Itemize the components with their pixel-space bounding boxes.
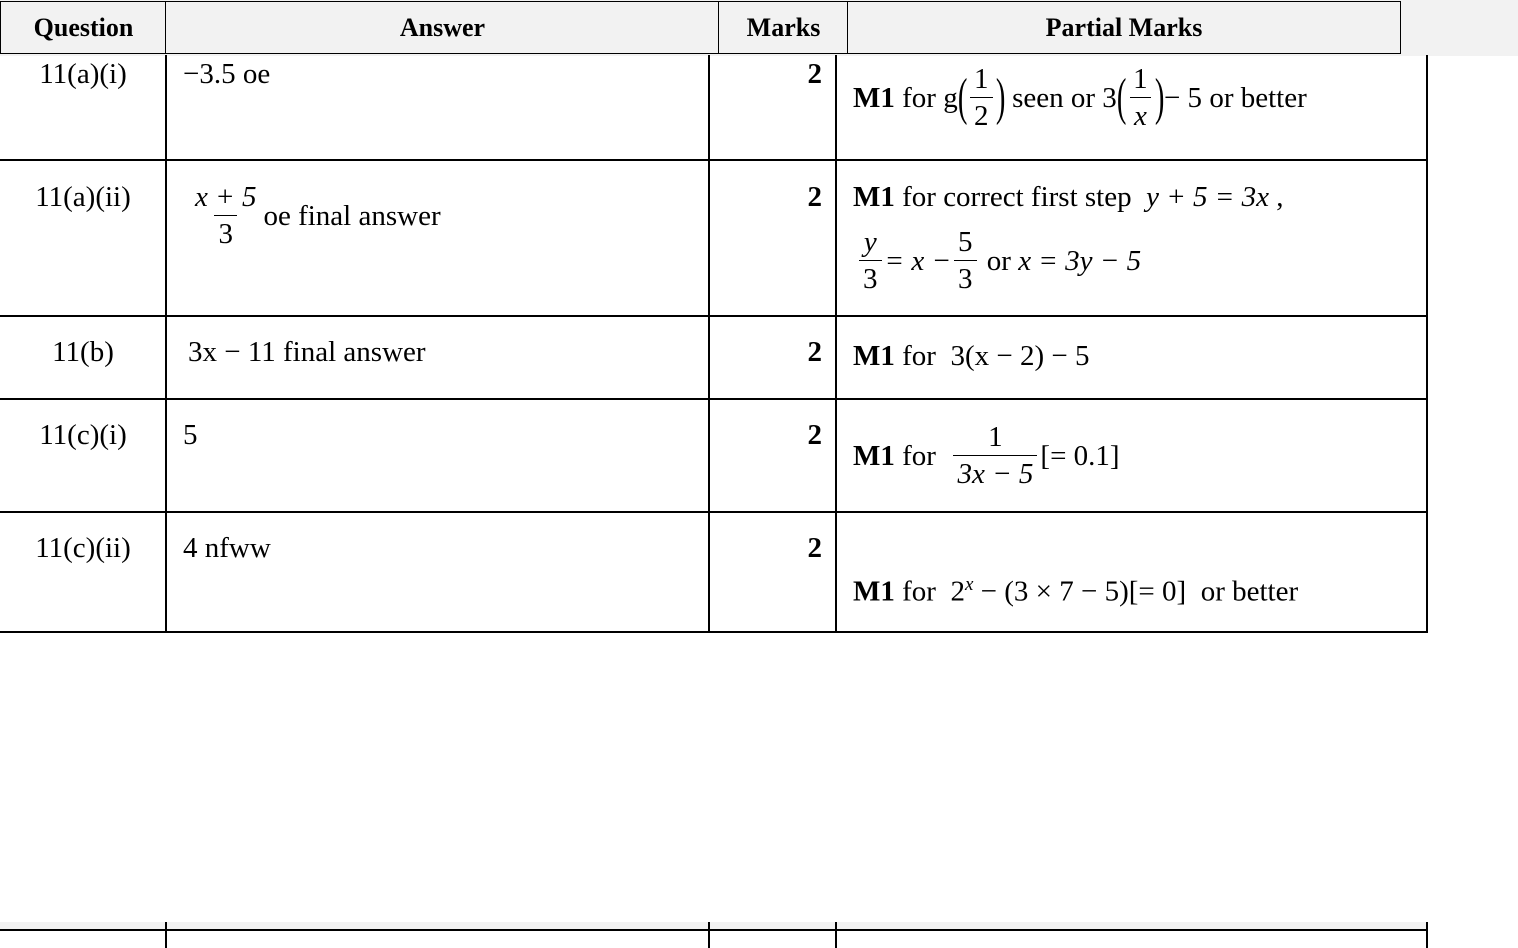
text: for — [902, 340, 936, 372]
header-answer: Answer — [165, 1, 720, 54]
mark-code: M1 — [853, 81, 895, 114]
fraction — [191, 183, 260, 249]
partial-marks-line — [853, 183, 1284, 212]
partial-marks-cell — [853, 342, 1089, 371]
grid-line — [0, 631, 1428, 633]
question-cell: 11(a)(ii) — [35, 181, 131, 213]
marks-cell: 2 — [807, 532, 822, 564]
grid-line — [0, 929, 1428, 931]
paren: ) — [995, 69, 1005, 126]
paren: ( — [957, 69, 968, 126]
question-cell: 11(b) — [52, 336, 114, 368]
mark-code: M1 — [853, 575, 895, 608]
text: − 5 — [1163, 81, 1203, 114]
text: or better — [1209, 81, 1307, 114]
paren: ( — [1116, 69, 1127, 126]
function-name: g — [943, 81, 958, 114]
expression: [= 0.1] — [1040, 439, 1120, 472]
fraction — [970, 65, 993, 131]
grid-line — [0, 159, 1428, 161]
denominator: 3x − 5 — [953, 455, 1037, 489]
denominator: 3 — [214, 215, 237, 249]
marks-cell: 2 — [807, 58, 822, 90]
answer-cell: −3.5 oe — [183, 58, 271, 90]
numerator: 1 — [974, 63, 989, 95]
header-marks: Marks — [718, 1, 849, 54]
text: for — [902, 575, 936, 608]
grid-line — [835, 922, 837, 948]
partial-marks-cell — [853, 62, 1307, 134]
fraction — [859, 228, 882, 294]
text: oe final answer — [263, 199, 441, 232]
grid-line — [0, 398, 1428, 400]
paren: ) — [1154, 69, 1165, 126]
question-cell: 11(a)(i) — [39, 58, 127, 90]
equation: = x − — [884, 244, 952, 277]
fraction — [1129, 65, 1152, 131]
mark-code: M1 — [853, 340, 895, 372]
grid-line — [708, 55, 710, 633]
base: 2 — [950, 575, 965, 608]
answer-cell — [188, 183, 441, 249]
text: or — [986, 244, 1011, 277]
denominator: 3 — [859, 260, 882, 294]
coefficient: 3 — [1102, 81, 1117, 114]
grid-line — [1426, 922, 1428, 948]
numerator: 1 — [1133, 63, 1148, 95]
text: or better — [1200, 575, 1299, 608]
text: for correct first step — [902, 181, 1132, 213]
text: for — [902, 81, 936, 114]
text: seen or — [1012, 81, 1096, 114]
header-partial-marks: Partial Marks — [847, 1, 1401, 54]
denominator: 2 — [970, 97, 993, 131]
header-question: Question — [0, 1, 167, 54]
mark-code: M1 — [853, 439, 895, 472]
grid-line — [1426, 55, 1428, 633]
partial-marks-line — [856, 228, 1141, 294]
fraction — [954, 228, 977, 294]
marks-cell: 2 — [807, 336, 822, 368]
grid-line — [0, 511, 1428, 513]
question-cell: 11(c)(i) — [39, 419, 127, 451]
equation: y + 5 = 3x — [1146, 181, 1269, 213]
numerator: 5 — [958, 226, 973, 258]
exponent: x — [964, 574, 974, 595]
numerator: 1 — [988, 421, 1003, 453]
answer-cell: 3x − 11 final answer — [188, 336, 426, 368]
expression: − (3 × 7 − 5)[= 0] — [980, 575, 1187, 608]
grid-line — [0, 315, 1428, 317]
answer-cell: 5 — [183, 419, 198, 451]
numerator: x + 5 — [195, 181, 257, 213]
denominator: x — [1130, 97, 1151, 131]
fraction — [953, 423, 1037, 489]
numerator: y — [863, 226, 877, 258]
answer-cell: 4 nfww — [183, 532, 271, 564]
marks-cell: 2 — [807, 181, 822, 213]
partial-marks-cell — [853, 422, 1120, 490]
grid-line — [835, 55, 837, 633]
text: for — [902, 439, 936, 472]
text: , — [1276, 181, 1284, 213]
denominator: 3 — [954, 260, 977, 294]
grid-line — [708, 922, 710, 948]
marks-cell: 2 — [807, 419, 822, 451]
equation: x = 3y − 5 — [1018, 244, 1142, 277]
mark-code: M1 — [853, 181, 895, 213]
partial-marks-cell — [853, 575, 1298, 607]
question-cell: 11(c)(ii) — [35, 532, 131, 564]
expression: 3(x − 2) − 5 — [950, 340, 1090, 372]
grid-line — [165, 922, 167, 948]
